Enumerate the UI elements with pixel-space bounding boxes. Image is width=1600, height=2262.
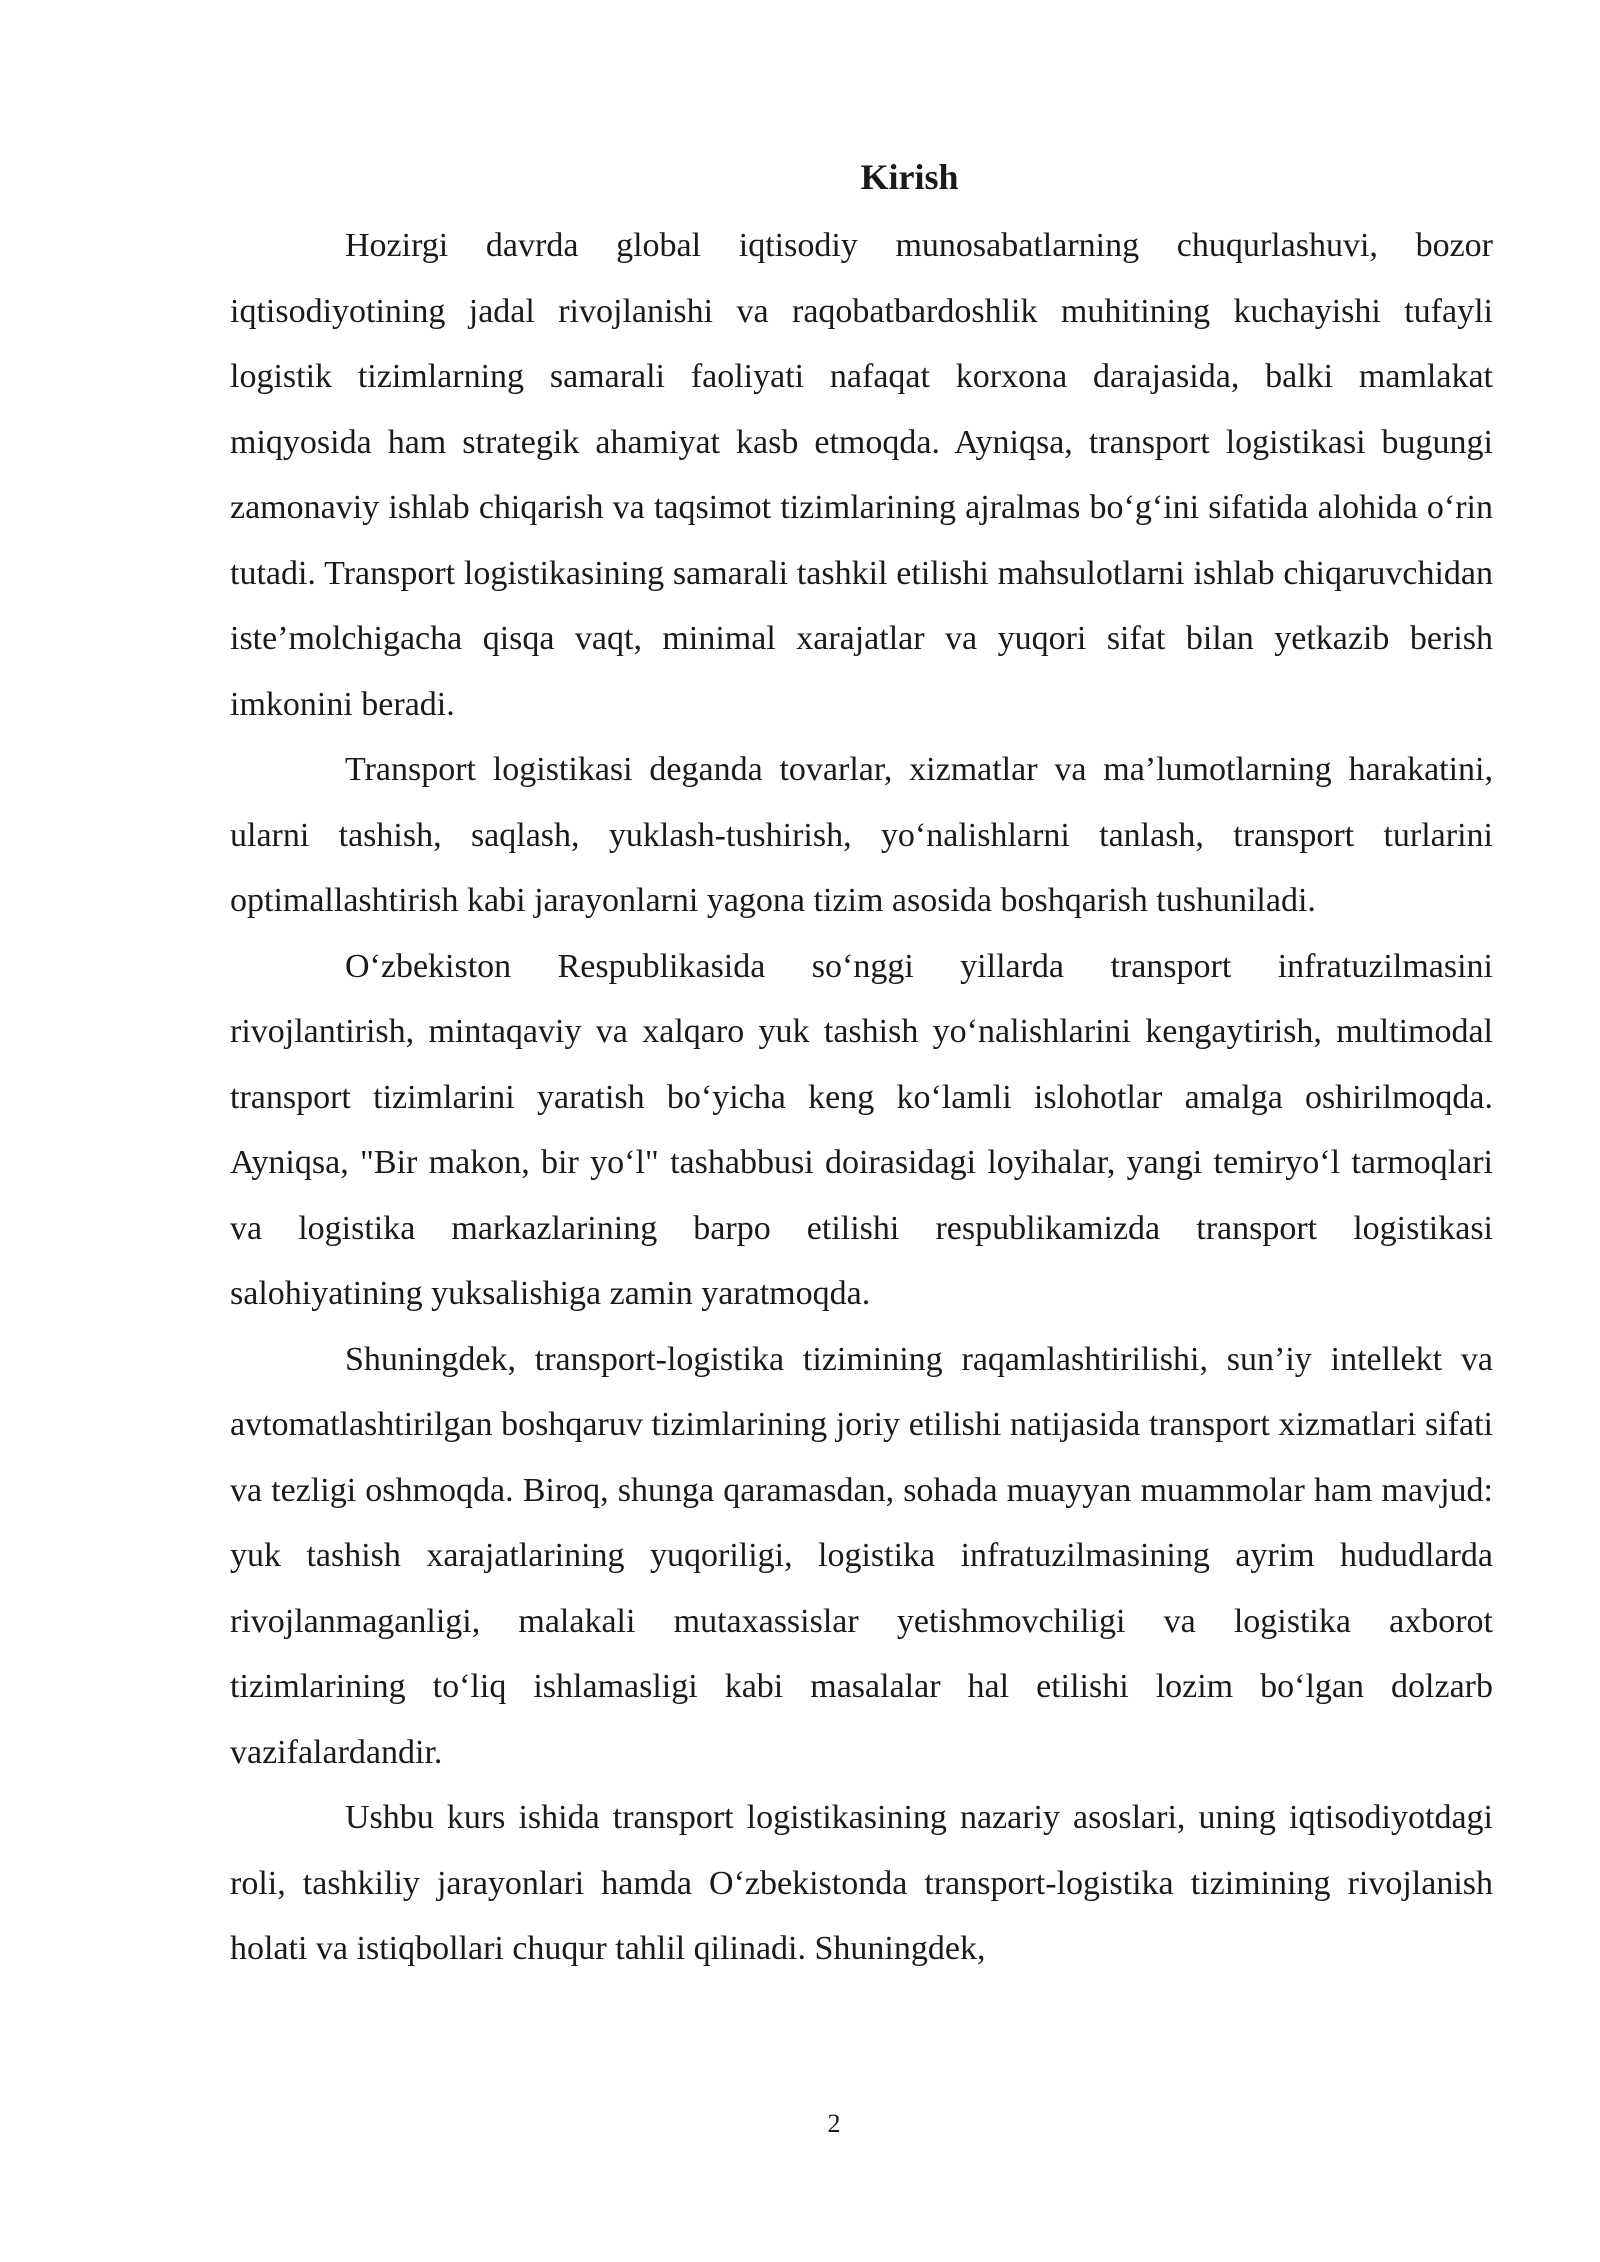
paragraph-1: Hozirgi davrda global iqtisodiy munosabatlarning chuqurlashuvi, bozor iqtisodiyotining jadal rivojlanishi va raqobatbardoshlik muhitining kuchayishi tufayli logistik tizimlarning samarali faoliyati nafaqat korxona darajasida, balki mamlakat miqyosida ham strategik ahamiyat kasb etmoqda. Ayniqsa, transport logistikasi bugungi zamonaviy ishlab chiqarish va taqsimot tizimlarining ajralmas bo‘g‘ini sifatida alohida o‘rin tutadi. Transport logistikasining samarali tashkil etilishi mahsulotlarni ishlab chiqaruvchidan iste’molchigacha qisqa vaqt, minimal xarajatlar va yuqori sifat bilan yetkazib berish imkonini beradi. (230, 227, 1493, 723)
paragraph-4: Shuningdek, transport-logistika tizimining raqamlashtirilishi, sun’iy intellekt va avtomatlashtirilgan boshqaruv tizimlarining joriy etilishi natijasida transport xizmatlari sifati va tezligi oshmoqda. Biroq, shunga qaramasdan, sohada muayyan muammolar ham mavjud: yuk tashish xarajatlarining yuqoriligi, logistika infratuzilmasining ayrim hududlarda rivojlanmaganligi, malakali mutaxassislar yetishmovchiligi va logistika axborot tizimlarining to‘liq ishlamasligi kabi masalalar hal etilishi lozim bo‘lgan dolzarb vazifalardandir. (230, 1340, 1493, 1771)
page-number: 2 (827, 2109, 841, 2138)
paragraph-3: O‘zbekiston Respublikasida so‘nggi yillarda transport infratuzilmasini rivojlantirish, mintaqaviy va xalqaro yuk tashish yo‘nalishlarini kengaytirish, multimodal transport tizimlarini yaratish bo‘yicha keng ko‘lamli islohotlar amalga oshirilmoqda. Ayniqsa, "Bir makon, bir yo‘l" tashabbusi doirasidagi loyihalar, yangi temiryo‘l tarmoqlari va logistika markazlarining barpo etilishi respublikamizda transport logistikasi salohiyatining yuksalishiga zamin yaratmoqda. (230, 947, 1493, 1312)
section-title: Kirish (860, 157, 959, 197)
paragraph-2: Transport logistikasi deganda tovarlar, xizmatlar va ma’lumotlarning harakatini, ularni tashish, saqlash, yuklash-tushirish, yo‘nalishlarni tanlash, transport turlarini optimallashtirish kabi jarayonlarni yagona tizim asosida boshqarish tushuniladi. (230, 751, 1493, 919)
page-content (230, 148, 1493, 1982)
paragraph-5: Ushbu kurs ishida transport logistikasining nazariy asoslari, uning iqtisodiyotdagi roli, tashkiliy jarayonlari hamda O‘zbekistonda transport-logistika tizimining rivojlanish holati va istiqbollari chuqur tahlil qilinadi. Shuningdek, (230, 1799, 1493, 1967)
